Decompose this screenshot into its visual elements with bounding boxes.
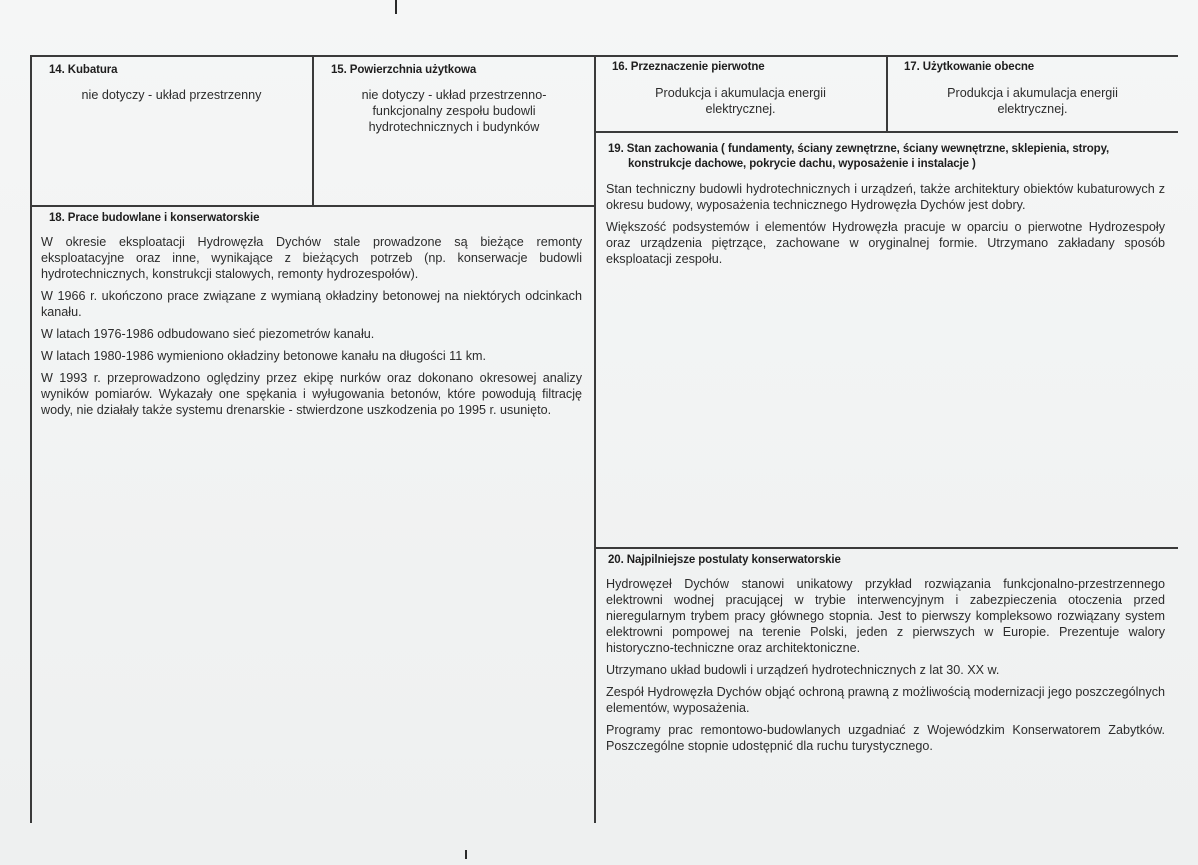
field-18-heading: 18. Prace budowlane i konserwatorskie bbox=[49, 212, 260, 224]
field-19-heading bbox=[608, 142, 1168, 172]
field-19-heading-line1: 19. Stan zachowania ( fundamenty, ściany zewnętrzne, ściany wewnętrzne, sklepienia, stropy, bbox=[608, 143, 1110, 155]
field-18-prace bbox=[31, 207, 594, 823]
field-18-content bbox=[41, 234, 582, 424]
field-16-value: Produkcja i akumulacja energii elektrycznej. bbox=[655, 86, 826, 116]
field-14-value: nie dotyczy - układ przestrzenny bbox=[81, 88, 262, 102]
field-17-value: Produkcja i akumulacja energii elektrycznej. bbox=[947, 86, 1118, 116]
field-17-heading: 17. Użytkowanie obecne bbox=[904, 61, 1035, 73]
field-18-paragraph: W latach 1976-1986 odbudowano sieć piezometrów kanału. bbox=[41, 327, 375, 341]
field-20-content bbox=[606, 576, 1165, 760]
field-20-paragraph: Zespół Hydrowęzła Dychów objąć ochroną prawną z możliwością modernizacji jego poszczególnych elementów, wyposażenia. bbox=[606, 685, 1165, 715]
field-19-heading-line2: konstrukcje dachowe, pokrycie dachu, wyposażenie i instalacje ) bbox=[628, 158, 976, 170]
field-15-value: nie dotyczy - układ przestrzenno-funkcjonalny zespołu budowli hydrotechnicznych i budynków bbox=[361, 88, 547, 134]
field-20-heading: 20. Najpilniejsze postulaty konserwatorskie bbox=[608, 554, 841, 566]
field-20-paragraph: Programy prac remontowo-budowlanych uzgadniać z Wojewódzkim Konserwatorem Zabytków. Poszczególne stopnie udostępnić dla ruchu turystycznego. bbox=[606, 723, 1165, 753]
field-17-uzytkowanie bbox=[887, 56, 1178, 131]
field-16-przeznaczenie bbox=[595, 56, 886, 131]
field-20-postulaty bbox=[595, 549, 1178, 823]
field-20-paragraph: Hydrowęzeł Dychów stanowi unikatowy przykład rozwiązania funkcjonalno-przestrzennego elektrowni wodnej pracującej w trybie interwencyjnym i zabezpieczenia otoczenia przed nieregularnym trybem pracy głównego stopnia. Jest to pierwszy kompleksowo rozwiązany system elektrowni pompowej na terenie Polski, jeden z pierwszych w Europie. Prezentuje walory historyczno-techniczne oraz architektoniczne. bbox=[606, 577, 1165, 655]
field-18-paragraph: W 1993 r. przeprowadzono oględziny przez ekipę nurków oraz dokonano okresowej analizy wyników pomiarów. Wykazały one spękania i wyługowania betonów, które powodują filtrację wody, nie działały także systemu drenarskie - stwierdzone uszkodzenia po 1995 r. usunięto. bbox=[41, 371, 582, 417]
field-19-paragraph: Stan techniczny budowli hydrotechnicznych i urządzeń, także architektury obiektów kubaturowych z okresu budowy, wyposażenia technicznego Hydrowęzła Dychów jest dobry. bbox=[606, 182, 1165, 212]
field-16-heading: 16. Przeznaczenie pierwotne bbox=[612, 61, 765, 73]
field-19-stan bbox=[595, 133, 1178, 547]
field-15-heading: 15. Powierzchnia użytkowa bbox=[331, 64, 477, 76]
field-18-paragraph: W latach 1980-1986 wymieniono okładziny betonowe kanału na długości 11 km. bbox=[41, 349, 487, 363]
scan-mark-top bbox=[395, 0, 397, 14]
field-18-paragraph: W okresie eksploatacji Hydrowęzła Dychów stale prowadzone są bieżące remonty eksploatacyjne oraz inne, wynikające z bieżących potrzeb (np. konserwacje budowli hydrotechnicznych, konstrukcji stalowych, remonty hydrozespołów). bbox=[41, 235, 582, 281]
field-15-powierzchnia bbox=[313, 56, 594, 206]
field-14-kubatura bbox=[31, 56, 312, 206]
scan-mark-bottom bbox=[465, 850, 467, 859]
field-19-content bbox=[606, 181, 1165, 273]
field-20-paragraph: Utrzymano układ budowli i urządzeń hydrotechnicznych z lat 30. XX w. bbox=[606, 663, 1000, 677]
field-19-paragraph: Większość podsystemów i elementów Hydrowęzła pracuje w oparciu o pierwotne Hydrozespoły oraz urządzenia piętrzące, zachowane w oryginalnej formie. Utrzymano zakładany sposób eksploatacji zespołu. bbox=[606, 220, 1165, 266]
field-14-heading: 14. Kubatura bbox=[49, 64, 118, 76]
field-18-paragraph: W 1966 r. ukończono prace związane z wymianą okładziny betonowej na niektórych odcinkach kanału. bbox=[41, 289, 582, 319]
